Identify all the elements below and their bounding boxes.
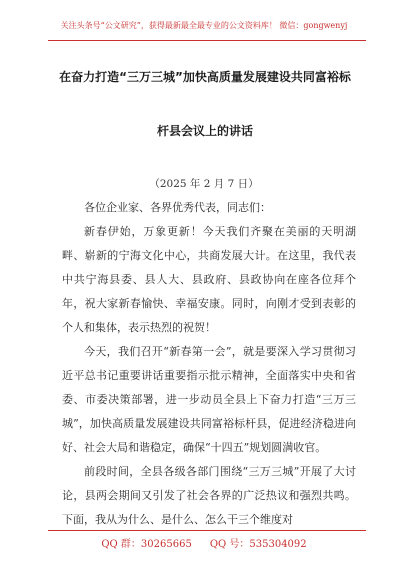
promo-banner: 关注头条号“公文研究”，获得最新最全最专业的公文资料库！ 微信：gongwenyj bbox=[60, 21, 348, 30]
document-body bbox=[62, 196, 356, 532]
body-paragraph: 前段时间，全县各级各部门围绕“三万三城”开展了大讨论，县两会期间又引发了社会各界的广泛热议和强烈共鸣。下面，我从为什么、是什么、怎么干三个维度对 bbox=[62, 465, 356, 526]
salutation-paragraph: 各位企业家、各界优秀代表，同志们： bbox=[84, 201, 271, 214]
footer-contact bbox=[0, 535, 408, 550]
footer-qq-group: QQ 群：30265665 bbox=[101, 539, 192, 550]
body-paragraph: 新春伊始，万象更新！今天我们齐聚在美丽的天明湖畔、崭新的宁海文化中心，共商发展大计。在这里，我代表中共宁海县委、县人大、县政府、县政协向在座各位拜个年，祝大家新春愉快、幸福安康。同时，向刚才受到表彰的个人和集体，表示热烈的祝贺！ bbox=[62, 225, 356, 334]
document-title-line-2: 杆县会议上的讲话 bbox=[156, 124, 253, 138]
footer-qq-number: QQ 号：535304092 bbox=[209, 539, 307, 550]
header-divider bbox=[48, 40, 366, 41]
document-date: （2025 年 2 月 7 日） bbox=[149, 178, 259, 190]
footer-divider bbox=[48, 530, 366, 531]
body-paragraph: 今天，我们召开“新春第一会”，就是要深入学习贯彻习近平总书记重要讲话重要指示批示精神，全面落实中央和省委、市委决策部署，进一步动员全县上下奋力打造“三万三城”，加快高质量发展建设共同富裕标杆县，促进经济稳进向好、社会大局和谐稳定，确保“十四五”规划圆满收官。 bbox=[62, 345, 356, 454]
document-title-line-1: 在奋力打造“三万三城”加快高质量发展建设共同富裕标 bbox=[59, 70, 351, 84]
